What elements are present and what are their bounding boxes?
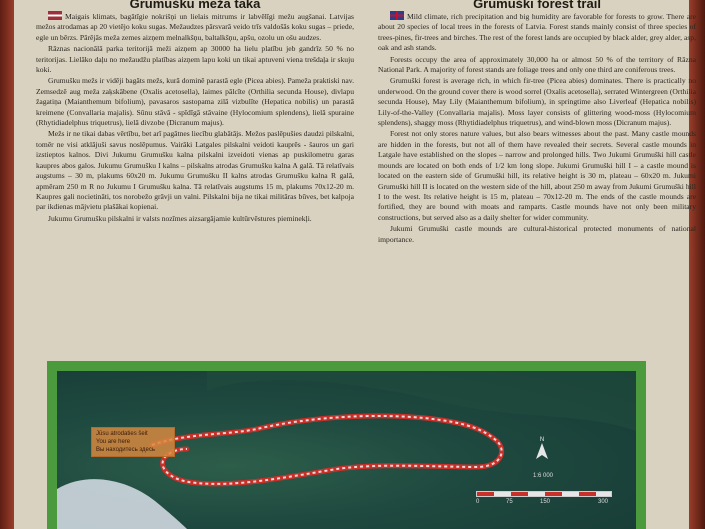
latvian-paragraph: Maigais klimats, bagātīgie nokrišņi un lielais mitrums ir labvēlīgi mežu augšanai. Latvijas mežos atrodamas ap 20 vietējo koku sugas. Mežaudzes pārsvarā veido trīs valdošās koku sugas – priede, egle un bērzs. Pārējās meža zemes aizņem melnalkšņu, baltalkšņu, apšu, ozolu un ošu audzes. [36,12,354,42]
scale-bar-graphic [476,491,612,497]
english-paragraph: Jukumi Grumuški castle mounds are cultural-historical protected monuments of national importance. [378,224,696,244]
board-frame-left [0,0,14,529]
latvian-title: Grumušku meža taka [129,0,261,11]
trail-map [57,371,636,529]
latvia-flag-icon [48,11,62,20]
scale-ratio: 1:6 000 [533,473,554,479]
you-are-here-label: Jūsu atrodaties šeit You are here Вы находитесь здесь [91,427,175,457]
scale-bar [476,485,612,509]
english-column [378,0,696,355]
latvian-paragraph: Mežs ir ne tikai dabas vērtību, bet arī pagātnes liecību glabātājs. Mežos paslēpušies daudzi pilskalni, tomēr ne visi atklājuši savus noslēpumus. Vairāki Latgales pilskalni veidoti kauprēs - šauros un gari izstieptos kalnos. Divi Jukumu Grumušku kalna pilskalni izveidoti vienas ap puskilometru garas kaupres abos galos. Jukumu Grumušku I kalns – pilskalns atrodas Grumušku kalna A galā. Tā relatīvais augstums – 30 m, plakums 60x20 m. Jukumu Grumušku II kalns atrodas Grumušku kalna R galā, apmēram 250 m R no Jukumu I Grumušku kalna. Tā relatīvais augstums 15 m, plakums 70x12-20 m. Kaupres gali nocietināti, tos norobežo grāvji un valni. Pilskalni bija ne tikai militāras būves, bet kalpoja par ikdienas mājvietu plašākai kopienai. [36,129,354,212]
latvian-paragraph: Jukumu Grumušku pilskalni ir valsts nozīmes aizsargājamie kultūrvēstures pieminekļi. [48,213,312,223]
scale-label: 150 [540,499,551,505]
uk-flag-icon [390,11,404,20]
scale-label: 0 [476,499,480,505]
forest-texture [207,371,636,431]
north-arrow-icon [536,437,548,459]
latvian-paragraph: Rāznas nacionālā parka teritorijā meži aizņem ap 30000 ha lielu platību jeb gandrīz 50 % no teritorijas. Lielāko daļu no mežaudžu platības aizņem lapu koki un tikai aptuveni viena trešdaļa ir skuju koki. [36,44,354,75]
svg-text:N: N [539,437,545,443]
english-paragraph: Forests occupy the area of approximately 30,000 ha or almost 50 % of the territory of Rāzna National Park. A majority of forest stands are foliage trees and only one third are coniferous trees. [378,54,696,75]
trail-loop-inner [152,416,502,484]
scale-label: 300 [598,499,609,505]
scale-label: 75 [506,499,513,505]
trail-loop [152,416,502,484]
english-title: Grumuški forest trail [473,0,601,11]
latvian-column [36,0,354,355]
trail-map-frame [47,361,646,529]
latvian-paragraph: Grumušku mežs ir vidēji bagāts mežs, kurā dominē parastā egle (Picea abies). Pameža praktiski nav. Zemsedzē aug meža zaķskābene (Oxalis acetosella), laimes pālcīte (Orthilia secunda House), divlapu žagatiņa (Maianthemum bifolium), pavasaros sastopama zilā vizbulīte (Hepatica nobilis) un parastā kreimene (Convallaria majalis). Sūnu stāvā - spīdīgā stāvaine (Hylocomium splendens), lielā spuraine (Rhytidiadelphus triquetrus), lielā divzobe (Dicranum majus). [36,76,354,128]
english-paragraph: Mild climate, rich precipitation and big humidity are favorable for forests to grow. There are about 20 species of local trees in the forests of Latvia. Forest stands mainly consist of three species of trees-pines, fir-trees and birches. The rest of the forest lands are occupied by black alder, grey alder, asp, oak and ash stands. [378,12,696,53]
english-paragraph: Grumuški forest is average rich, in which fir-tree (Picea abies) dominates. There is practically no underwood. On the ground cover there is wood sorrel (Oxalis acetosella), serrated Wintergreen (Orthilia secunda House), May Lily (Maianthemum bifolium), in springtime also Liverleaf (Hepatica nobilis) Lily-of-the-Valley (Convallaria majalis). Moss layer consists of glittering wood-moss (Hylocomium splendens), shaggy moss (Rhytidiadelphus triquetrus), and wind-blown moss (Dicranum majus). [378,76,696,128]
lake-shape [57,479,187,529]
english-paragraph: Forest not only stores nature values, but also bears witnesses about the past. Many castle mounds are hidden in the forests, but not all of them have revealed their secrets. Several castle mounds in Latgale have established on the slopes – narrow and prolonged hills. Two Jukumi Grumuški hill castle mounds are located on both ends of 1/2 km long slope. Jukumi Grumuški hill I – a castle mound is located on the eastern side of Grumuški hill, its relative height is 30 m, plateau – 60x20 m. Jukumi Grumuški hill II is located on the western side of the hill, about 250 m away from Jukumi Grumuški hill I to the west. Its relative height is 15 m, plateau – 70x12-20 m. The ends of the castle mounds are fortified, they are bound with moats and ramparts. Castle mounds have not only been military constructions, but served also as a daily shelter for wider community. [378,129,696,222]
